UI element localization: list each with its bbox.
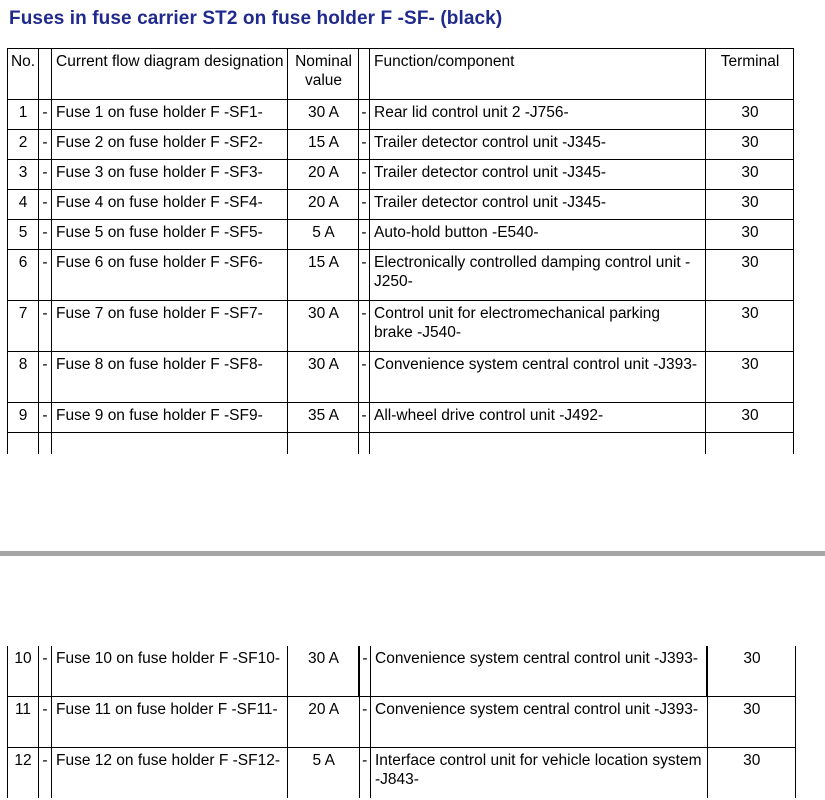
nominal-value: 30 A [288, 301, 359, 352]
dash-marker: - [39, 403, 52, 433]
dash-marker: - [359, 130, 370, 160]
table-row [8, 100, 794, 130]
page-title: Fuses in fuse carrier ST2 on fuse holder F -SF- (black) [9, 8, 503, 29]
dash-marker: - [359, 748, 371, 799]
function-component: Trailer detector control unit -J345- [370, 130, 706, 160]
function-component: Trailer detector control unit -J345- [370, 190, 706, 220]
terminal-value: 30 [707, 748, 796, 799]
terminal-value: 30 [706, 352, 794, 403]
table-row [8, 160, 794, 190]
fuse-number: 5 [8, 220, 39, 250]
fuse-number: 2 [8, 130, 39, 160]
table-row [8, 697, 796, 748]
fuse-designation: Fuse 12 on fuse holder F -SF12- [52, 748, 288, 799]
empty-cell [8, 433, 39, 455]
nominal-value: 5 A [288, 220, 359, 250]
terminal-value: 30 [706, 160, 794, 190]
table-row [8, 301, 794, 352]
terminal-value: 30 [706, 190, 794, 220]
fuse-designation: Fuse 10 on fuse holder F -SF10- [52, 646, 288, 697]
dash-marker: - [359, 220, 370, 250]
dash-marker: - [359, 301, 370, 352]
dash-marker: - [39, 697, 52, 748]
header-spacer [39, 49, 52, 100]
dash-marker: - [39, 352, 52, 403]
table-row [8, 130, 794, 160]
dash-marker: - [359, 100, 370, 130]
dash-marker: - [359, 403, 370, 433]
fuse-number: 12 [8, 748, 39, 799]
terminal-value: 30 [706, 130, 794, 160]
header-current-flow-designation: Current flow diagram designation [52, 49, 288, 100]
fuse-designation: Fuse 8 on fuse holder F -SF8- [52, 352, 288, 403]
dash-marker: - [359, 697, 371, 748]
fuse-designation: Fuse 1 on fuse holder F -SF1- [52, 100, 288, 130]
fuse-number: 7 [8, 301, 39, 352]
terminal-value: 30 [707, 697, 796, 748]
terminal-value: 30 [707, 646, 796, 697]
terminal-value: 30 [706, 403, 794, 433]
dash-marker: - [39, 190, 52, 220]
nominal-value: 20 A [288, 160, 359, 190]
dash-marker: - [39, 220, 52, 250]
table-row [8, 748, 796, 799]
table-row [8, 190, 794, 220]
table-row [8, 220, 794, 250]
table-row [8, 250, 794, 301]
fuse-number: 9 [8, 403, 39, 433]
terminal-value: 30 [706, 220, 794, 250]
dash-marker: - [359, 190, 370, 220]
nominal-value: 20 A [288, 697, 360, 748]
fuse-designation: Fuse 3 on fuse holder F -SF3- [52, 160, 288, 190]
fuse-number: 1 [8, 100, 39, 130]
nominal-value: 5 A [288, 748, 360, 799]
fuse-designation: Fuse 2 on fuse holder F -SF2- [52, 130, 288, 160]
fuse-designation: Fuse 9 on fuse holder F -SF9- [52, 403, 288, 433]
fuse-number: 3 [8, 160, 39, 190]
dash-marker: - [39, 301, 52, 352]
fuse-designation: Fuse 5 on fuse holder F -SF5- [52, 220, 288, 250]
dash-marker: - [39, 748, 52, 799]
fuse-number: 8 [8, 352, 39, 403]
dash-marker: - [359, 646, 371, 697]
header-nominal-value: Nominal value [288, 49, 359, 100]
function-component: Control unit for electromechanical parking brake -J540- [370, 301, 706, 352]
nominal-value: 30 A [288, 646, 360, 697]
fuse-table-bottom [7, 646, 796, 798]
fuse-designation: Fuse 11 on fuse holder F -SF11- [52, 697, 288, 748]
nominal-value: 15 A [288, 250, 359, 301]
empty-cell [39, 433, 52, 455]
terminal-value: 30 [706, 301, 794, 352]
dash-marker: - [359, 352, 370, 403]
table-row [8, 646, 796, 697]
nominal-value: 35 A [288, 403, 359, 433]
fuse-table-top [7, 48, 794, 454]
fuse-number: 11 [8, 697, 39, 748]
table-row [8, 403, 794, 433]
dash-marker: - [359, 250, 370, 301]
header-spacer [359, 49, 370, 100]
dash-marker: - [39, 646, 52, 697]
function-component: Auto-hold button -E540- [370, 220, 706, 250]
header-terminal: Terminal [706, 49, 794, 100]
header-function-component: Function/component [370, 49, 706, 100]
function-component: Electronically controlled damping control unit -J250- [370, 250, 706, 301]
function-component: Convenience system central control unit -J393- [371, 646, 708, 697]
nominal-value: 30 A [288, 100, 359, 130]
fuse-number: 10 [8, 646, 39, 697]
empty-continuation-row [8, 433, 794, 455]
dash-marker: - [39, 130, 52, 160]
fuse-designation: Fuse 4 on fuse holder F -SF4- [52, 190, 288, 220]
function-component: All-wheel drive control unit -J492- [370, 403, 706, 433]
fuse-number: 4 [8, 190, 39, 220]
nominal-value: 30 A [288, 352, 359, 403]
function-component: Trailer detector control unit -J345- [370, 160, 706, 190]
nominal-value: 20 A [288, 190, 359, 220]
dash-marker: - [359, 160, 370, 190]
function-component: Rear lid control unit 2 -J756- [370, 100, 706, 130]
dash-marker: - [39, 160, 52, 190]
terminal-value: 30 [706, 250, 794, 301]
function-component: Convenience system central control unit -J393- [371, 697, 708, 748]
table-row [8, 352, 794, 403]
fuse-number: 6 [8, 250, 39, 301]
fuse-designation: Fuse 7 on fuse holder F -SF7- [52, 301, 288, 352]
function-component: Interface control unit for vehicle location system -J843- [371, 748, 708, 799]
empty-cell [288, 433, 359, 455]
empty-cell [52, 433, 288, 455]
nominal-value: 15 A [288, 130, 359, 160]
empty-cell [359, 433, 370, 455]
terminal-value: 30 [706, 100, 794, 130]
empty-cell [370, 433, 706, 455]
page-break-divider [0, 551, 825, 556]
fuse-designation: Fuse 6 on fuse holder F -SF6- [52, 250, 288, 301]
dash-marker: - [39, 250, 52, 301]
header-no: No. [8, 49, 39, 100]
function-component: Convenience system central control unit -J393- [370, 352, 706, 403]
dash-marker: - [39, 100, 52, 130]
table-header-row [8, 49, 794, 100]
empty-cell [706, 433, 794, 455]
